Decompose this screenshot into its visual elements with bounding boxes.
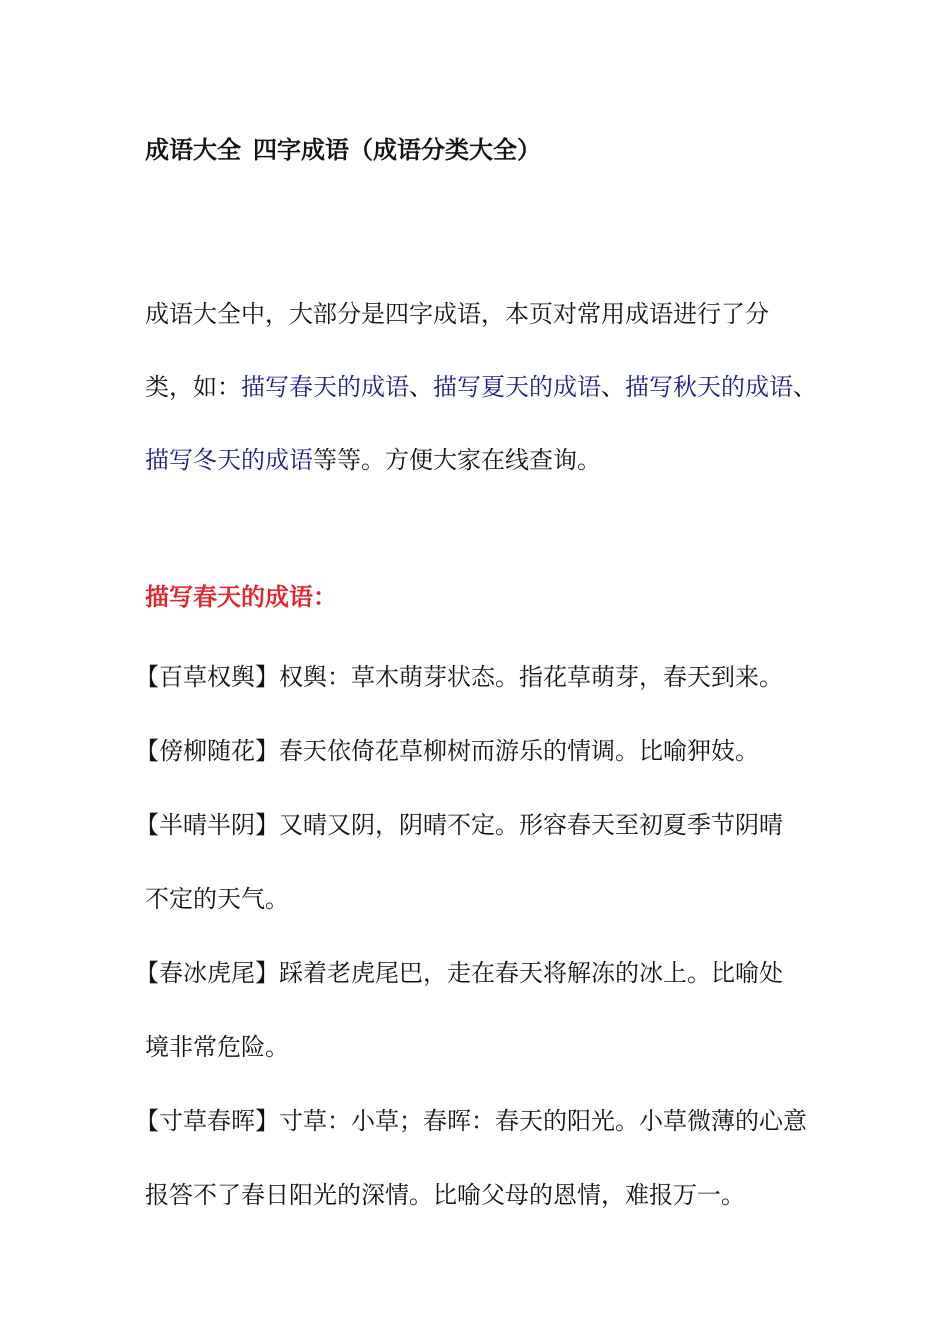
- idiom-definition: 权舆：草木萌芽状态。指花草萌芽，春天到来。: [279, 663, 783, 691]
- idiom-definition: 踩着老虎尾巴，走在春天将解冻的冰上。比喻处: [279, 959, 783, 987]
- idiom-definition: 春天依倚花草柳树而游乐的情调。比喻狎妓。: [279, 737, 759, 765]
- separator: 、: [409, 373, 433, 401]
- idiom-entry: [135, 714, 815, 788]
- idiom-definition: 又晴又阴，阴晴不定。形容春天至初夏季节阴晴: [279, 811, 783, 839]
- title-sub: 四字成语（成语分类大全）: [253, 135, 541, 164]
- intro-line-3: [145, 424, 810, 497]
- idiom-list: [135, 640, 815, 1232]
- intro-line-2: [145, 351, 817, 424]
- idiom-definition-cont: 境非常危险。: [145, 1033, 289, 1061]
- idiom-entry: [135, 640, 815, 714]
- intro-prefix: 类，如：: [145, 373, 241, 401]
- idiom-term: 【寸草春晖】: [135, 1107, 279, 1135]
- link-summer-idioms[interactable]: 描写夏天的成语: [433, 373, 601, 401]
- idiom-term: 【傍柳随花】: [135, 737, 279, 765]
- title-main: 成语大全: [145, 135, 241, 164]
- link-autumn-idioms[interactable]: 描写秋天的成语: [625, 373, 793, 401]
- section-heading-spring: 描写春天的成语：: [145, 582, 337, 611]
- idiom-definition-cont: 报答不了春日阳光的深情。比喻父母的恩情，难报万一。: [145, 1181, 745, 1209]
- link-spring-idioms[interactable]: 描写春天的成语: [241, 373, 409, 401]
- intro-suffix: 等等。方便大家在线查询。: [313, 446, 601, 474]
- idiom-term: 【半晴半阴】: [135, 811, 279, 839]
- idiom-definition: 寸草：小草；春晖：春天的阳光。小草微薄的心意: [279, 1107, 807, 1135]
- page-title: [145, 133, 541, 167]
- idiom-term: 【百草权舆】: [135, 663, 279, 691]
- idiom-entry: [135, 936, 815, 1010]
- intro-paragraph: [145, 278, 817, 497]
- intro-line-1: 成语大全中，大部分是四字成语，本页对常用成语进行了分: [145, 300, 769, 328]
- idiom-entry: [135, 1084, 815, 1158]
- separator: 、: [601, 373, 625, 401]
- idiom-entry: [135, 788, 815, 862]
- idiom-definition-cont: 不定的天气。: [145, 885, 289, 913]
- idiom-term: 【春冰虎尾】: [135, 959, 279, 987]
- link-winter-idioms[interactable]: 描写冬天的成语: [145, 446, 313, 474]
- separator: 、: [793, 373, 817, 401]
